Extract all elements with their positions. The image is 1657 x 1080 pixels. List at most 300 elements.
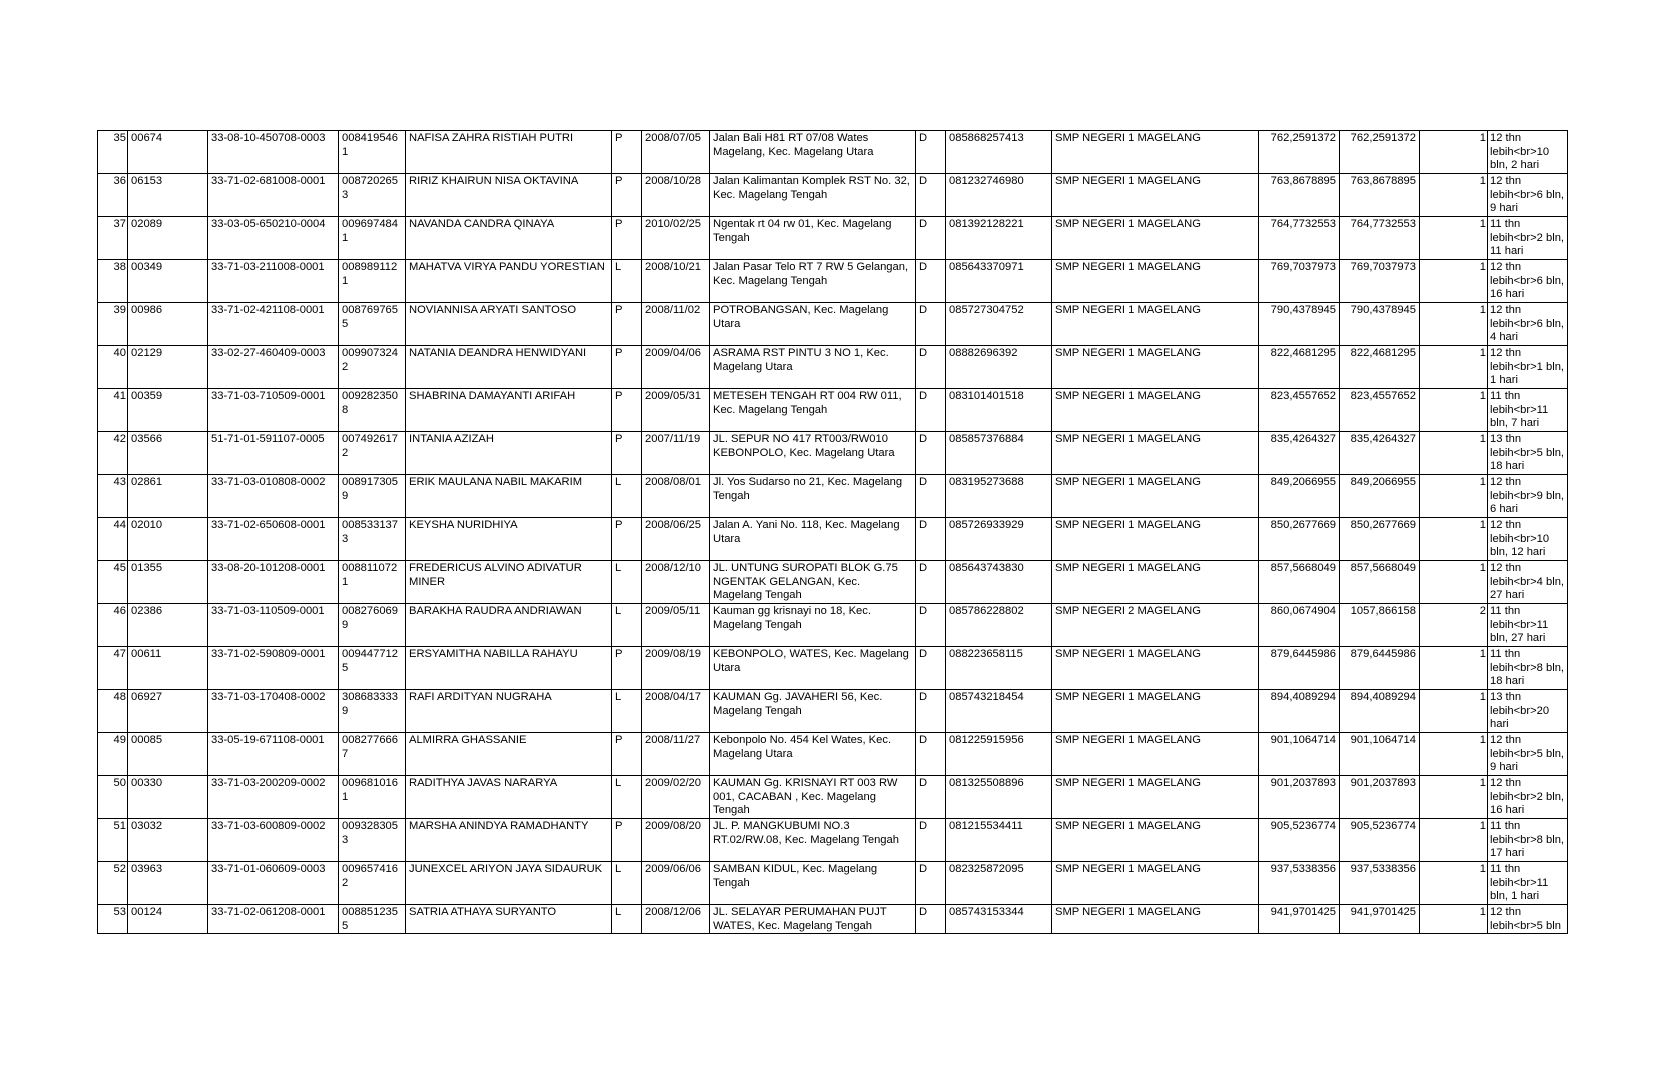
gender-cell: P: [612, 389, 642, 432]
birth-date-cell: 2008/12/10: [642, 561, 710, 604]
registration-number-cell: 00986: [128, 303, 208, 346]
nisn-number-cell: 0082776667: [339, 733, 406, 776]
school-choice-cell: SMP NEGERI 1 MAGELANG: [1052, 862, 1259, 905]
age-description-cell: 13 thn lebih<br>5 bln, 18 hari: [1488, 432, 1568, 475]
student-name-cell: NATANIA DEANDRA HENWIDYANI: [406, 346, 612, 389]
zone-code-cell: D: [916, 604, 946, 647]
table-body: [98, 131, 1568, 934]
distance-secondary-cell: 1057,866158: [1340, 604, 1420, 647]
phone-number-cell: 085786228802: [946, 604, 1052, 647]
age-description-cell: 12 thn lebih<br>5 bln: [1488, 905, 1568, 934]
address-cell: METESEH TENGAH RT 004 RW 011, Kec. Magelang Tengah: [710, 389, 916, 432]
row-number-cell: 39: [98, 303, 128, 346]
address-cell: Kebonpolo No. 454 Kel Wates, Kec. Magelang Utara: [710, 733, 916, 776]
registration-number-cell: 02129: [128, 346, 208, 389]
gender-cell: P: [612, 346, 642, 389]
row-number-cell: 46: [98, 604, 128, 647]
phone-number-cell: 085868257413: [946, 131, 1052, 174]
distance-secondary-cell: 823,4557652: [1340, 389, 1420, 432]
table-row: [98, 776, 1568, 819]
row-number-cell: 50: [98, 776, 128, 819]
registration-number-cell: 00674: [128, 131, 208, 174]
school-choice-cell: SMP NEGERI 1 MAGELANG: [1052, 819, 1259, 862]
student-name-cell: RADITHYA JAVAS NARARYA: [406, 776, 612, 819]
zone-code-cell: D: [916, 475, 946, 518]
distance-primary-cell: 860,0674904: [1259, 604, 1340, 647]
birth-date-cell: 2009/02/20: [642, 776, 710, 819]
birth-date-cell: 2008/10/28: [642, 174, 710, 217]
distance-secondary-cell: 905,5236774: [1340, 819, 1420, 862]
phone-number-cell: 088223658115: [946, 647, 1052, 690]
choice-rank-cell: 1: [1420, 733, 1488, 776]
distance-primary-cell: 901,1064714: [1259, 733, 1340, 776]
nik-number-cell: 33-71-03-170408-0002: [208, 690, 339, 733]
row-number-cell: 53: [98, 905, 128, 934]
choice-rank-cell: 1: [1420, 862, 1488, 905]
nik-number-cell: 33-03-05-650210-0004: [208, 217, 339, 260]
age-description-cell: 11 thn lebih<br>2 bln, 11 hari: [1488, 217, 1568, 260]
birth-date-cell: 2009/08/20: [642, 819, 710, 862]
registration-number-cell: 00085: [128, 733, 208, 776]
phone-number-cell: 081325508896: [946, 776, 1052, 819]
school-choice-cell: SMP NEGERI 2 MAGELANG: [1052, 604, 1259, 647]
zone-code-cell: D: [916, 733, 946, 776]
table-row: [98, 389, 1568, 432]
distance-secondary-cell: 879,6445986: [1340, 647, 1420, 690]
nisn-number-cell: 0099073242: [339, 346, 406, 389]
nik-number-cell: 33-71-03-010808-0002: [208, 475, 339, 518]
choice-rank-cell: 1: [1420, 217, 1488, 260]
school-choice-cell: SMP NEGERI 1 MAGELANG: [1052, 776, 1259, 819]
zone-code-cell: D: [916, 303, 946, 346]
gender-cell: L: [612, 475, 642, 518]
address-cell: JL. UNTUNG SUROPATI BLOK G.75 NGENTAK GELANGAN, Kec. Magelang Tengah: [710, 561, 916, 604]
school-choice-cell: SMP NEGERI 1 MAGELANG: [1052, 389, 1259, 432]
nisn-number-cell: 0096974841: [339, 217, 406, 260]
age-description-cell: 12 thn lebih<br>9 bln, 6 hari: [1488, 475, 1568, 518]
zone-code-cell: D: [916, 260, 946, 303]
distance-primary-cell: 937,5338356: [1259, 862, 1340, 905]
phone-number-cell: 081215534411: [946, 819, 1052, 862]
distance-primary-cell: 823,4557652: [1259, 389, 1340, 432]
distance-secondary-cell: 901,2037893: [1340, 776, 1420, 819]
age-description-cell: 12 thn lebih<br>5 bln, 9 hari: [1488, 733, 1568, 776]
address-cell: JL. SELAYAR PERUMAHAN PUJT WATES, Kec. Magelang Tengah: [710, 905, 916, 934]
nik-number-cell: 33-71-01-060609-0003: [208, 862, 339, 905]
address-cell: Kauman gg krisnayi no 18, Kec. Magelang Tengah: [710, 604, 916, 647]
age-description-cell: 12 thn lebih<br>6 bln, 16 hari: [1488, 260, 1568, 303]
row-number-cell: 48: [98, 690, 128, 733]
school-choice-cell: SMP NEGERI 1 MAGELANG: [1052, 217, 1259, 260]
student-name-cell: SATRIA ATHAYA SURYANTO: [406, 905, 612, 934]
gender-cell: L: [612, 862, 642, 905]
birth-date-cell: 2008/12/06: [642, 905, 710, 934]
nisn-number-cell: 0096574162: [339, 862, 406, 905]
table-row: [98, 303, 1568, 346]
age-description-cell: 12 thn lebih<br>1 bln, 1 hari: [1488, 346, 1568, 389]
choice-rank-cell: 1: [1420, 131, 1488, 174]
table-row: [98, 905, 1568, 934]
table-row: [98, 604, 1568, 647]
choice-rank-cell: 1: [1420, 303, 1488, 346]
registration-number-cell: 01355: [128, 561, 208, 604]
zone-code-cell: D: [916, 217, 946, 260]
choice-rank-cell: 1: [1420, 260, 1488, 303]
nisn-number-cell: 0074926172: [339, 432, 406, 475]
student-name-cell: MARSHA ANINDYA RAMADHANTY: [406, 819, 612, 862]
nisn-number-cell: 0089173059: [339, 475, 406, 518]
school-choice-cell: SMP NEGERI 1 MAGELANG: [1052, 647, 1259, 690]
zone-code-cell: D: [916, 389, 946, 432]
nisn-number-cell: 3086833339: [339, 690, 406, 733]
distance-secondary-cell: 850,2677669: [1340, 518, 1420, 561]
address-cell: SAMBAN KIDUL, Kec. Magelang Tengah: [710, 862, 916, 905]
age-description-cell: 11 thn lebih<br>11 bln, 27 hari: [1488, 604, 1568, 647]
zone-code-cell: D: [916, 561, 946, 604]
phone-number-cell: 081232746980: [946, 174, 1052, 217]
registration-number-cell: 00349: [128, 260, 208, 303]
school-choice-cell: SMP NEGERI 1 MAGELANG: [1052, 346, 1259, 389]
birth-date-cell: 2008/11/27: [642, 733, 710, 776]
nik-number-cell: 33-08-10-450708-0003: [208, 131, 339, 174]
address-cell: Jalan A. Yani No. 118, Kec. Magelang Utara: [710, 518, 916, 561]
registration-number-cell: 02089: [128, 217, 208, 260]
phone-number-cell: 081392128221: [946, 217, 1052, 260]
row-number-cell: 45: [98, 561, 128, 604]
nik-number-cell: 33-71-02-650608-0001: [208, 518, 339, 561]
address-cell: Jalan Pasar Telo RT 7 RW 5 Gelangan, Kec. Magelang Tengah: [710, 260, 916, 303]
address-cell: JL. SEPUR NO 417 RT003/RW010 KEBONPOLO, Kec. Magelang Utara: [710, 432, 916, 475]
birth-date-cell: 2009/08/19: [642, 647, 710, 690]
phone-number-cell: 08882696392: [946, 346, 1052, 389]
birth-date-cell: 2007/11/19: [642, 432, 710, 475]
zone-code-cell: D: [916, 776, 946, 819]
nik-number-cell: 33-71-02-590809-0001: [208, 647, 339, 690]
age-description-cell: 12 thn lebih<br>4 bln, 27 hari: [1488, 561, 1568, 604]
document-page: [97, 130, 1568, 934]
distance-primary-cell: 879,6445986: [1259, 647, 1340, 690]
phone-number-cell: 085643370971: [946, 260, 1052, 303]
zone-code-cell: D: [916, 647, 946, 690]
distance-primary-cell: 905,5236774: [1259, 819, 1340, 862]
address-cell: Jalan Kalimantan Komplek RST No. 32, Kec. Magelang Tengah: [710, 174, 916, 217]
distance-secondary-cell: 849,2066955: [1340, 475, 1420, 518]
distance-primary-cell: 850,2677669: [1259, 518, 1340, 561]
address-cell: Jl. Yos Sudarso no 21, Kec. Magelang Tengah: [710, 475, 916, 518]
distance-primary-cell: 769,7037973: [1259, 260, 1340, 303]
gender-cell: P: [612, 131, 642, 174]
gender-cell: L: [612, 561, 642, 604]
school-choice-cell: SMP NEGERI 1 MAGELANG: [1052, 131, 1259, 174]
age-description-cell: 12 thn lebih<br>6 bln, 9 hari: [1488, 174, 1568, 217]
address-cell: POTROBANGSAN, Kec. Magelang Utara: [710, 303, 916, 346]
address-cell: KEBONPOLO, WATES, Kec. Magelang Utara: [710, 647, 916, 690]
gender-cell: L: [612, 260, 642, 303]
registration-number-cell: 06153: [128, 174, 208, 217]
age-description-cell: 11 thn lebih<br>11 bln, 7 hari: [1488, 389, 1568, 432]
gender-cell: P: [612, 217, 642, 260]
birth-date-cell: 2009/06/06: [642, 862, 710, 905]
school-choice-cell: SMP NEGERI 1 MAGELANG: [1052, 690, 1259, 733]
nik-number-cell: 33-71-02-421108-0001: [208, 303, 339, 346]
birth-date-cell: 2008/08/01: [642, 475, 710, 518]
distance-secondary-cell: 762,2591372: [1340, 131, 1420, 174]
birth-date-cell: 2009/04/06: [642, 346, 710, 389]
phone-number-cell: 083195273688: [946, 475, 1052, 518]
birth-date-cell: 2008/04/17: [642, 690, 710, 733]
gender-cell: P: [612, 174, 642, 217]
distance-secondary-cell: 857,5668049: [1340, 561, 1420, 604]
student-name-cell: SHABRINA DAMAYANTI ARIFAH: [406, 389, 612, 432]
school-choice-cell: SMP NEGERI 1 MAGELANG: [1052, 733, 1259, 776]
table-row: [98, 819, 1568, 862]
phone-number-cell: 085727304752: [946, 303, 1052, 346]
school-choice-cell: SMP NEGERI 1 MAGELANG: [1052, 475, 1259, 518]
student-name-cell: MAHATVA VIRYA PANDU YORESTIAN: [406, 260, 612, 303]
phone-number-cell: 081225915956: [946, 733, 1052, 776]
zone-code-cell: D: [916, 174, 946, 217]
distance-secondary-cell: 822,4681295: [1340, 346, 1420, 389]
row-number-cell: 37: [98, 217, 128, 260]
student-name-cell: JUNEXCEL ARIYON JAYA SIDAURUK: [406, 862, 612, 905]
distance-secondary-cell: 835,4264327: [1340, 432, 1420, 475]
distance-primary-cell: 857,5668049: [1259, 561, 1340, 604]
birth-date-cell: 2010/02/25: [642, 217, 710, 260]
gender-cell: P: [612, 647, 642, 690]
distance-primary-cell: 901,2037893: [1259, 776, 1340, 819]
registration-number-cell: 03032: [128, 819, 208, 862]
birth-date-cell: 2009/05/11: [642, 604, 710, 647]
nisn-number-cell: 0096810161: [339, 776, 406, 819]
row-number-cell: 44: [98, 518, 128, 561]
table-row: [98, 518, 1568, 561]
row-number-cell: 47: [98, 647, 128, 690]
distance-secondary-cell: 769,7037973: [1340, 260, 1420, 303]
nisn-number-cell: 0084195461: [339, 131, 406, 174]
choice-rank-cell: 1: [1420, 561, 1488, 604]
table-row: [98, 733, 1568, 776]
student-name-cell: KEYSHA NURIDHIYA: [406, 518, 612, 561]
zone-code-cell: D: [916, 690, 946, 733]
nisn-number-cell: 0089891121: [339, 260, 406, 303]
choice-rank-cell: 1: [1420, 776, 1488, 819]
birth-date-cell: 2008/07/05: [642, 131, 710, 174]
nik-number-cell: 33-71-03-710509-0001: [208, 389, 339, 432]
registration-number-cell: 03566: [128, 432, 208, 475]
nik-number-cell: 33-71-03-110509-0001: [208, 604, 339, 647]
table-row: [98, 260, 1568, 303]
school-choice-cell: SMP NEGERI 1 MAGELANG: [1052, 905, 1259, 934]
nik-number-cell: 33-71-02-061208-0001: [208, 905, 339, 934]
nik-number-cell: 33-05-19-671108-0001: [208, 733, 339, 776]
row-number-cell: 38: [98, 260, 128, 303]
address-cell: Ngentak rt 04 rw 01, Kec. Magelang Tengah: [710, 217, 916, 260]
nisn-number-cell: 0087202653: [339, 174, 406, 217]
distance-primary-cell: 822,4681295: [1259, 346, 1340, 389]
phone-number-cell: 085857376884: [946, 432, 1052, 475]
nik-number-cell: 33-08-20-101208-0001: [208, 561, 339, 604]
choice-rank-cell: 1: [1420, 518, 1488, 561]
distance-primary-cell: 763,8678895: [1259, 174, 1340, 217]
table-row: [98, 217, 1568, 260]
registration-number-cell: 06927: [128, 690, 208, 733]
distance-primary-cell: 849,2066955: [1259, 475, 1340, 518]
age-description-cell: 13 thn lebih<br>20 hari: [1488, 690, 1568, 733]
choice-rank-cell: 2: [1420, 604, 1488, 647]
choice-rank-cell: 1: [1420, 690, 1488, 733]
table-row: [98, 346, 1568, 389]
distance-primary-cell: 835,4264327: [1259, 432, 1340, 475]
zone-code-cell: D: [916, 905, 946, 934]
zone-code-cell: D: [916, 346, 946, 389]
row-number-cell: 36: [98, 174, 128, 217]
registration-table: [97, 130, 1568, 934]
zone-code-cell: D: [916, 131, 946, 174]
nisn-number-cell: 0088512355: [339, 905, 406, 934]
student-name-cell: ALMIRRA GHASSANIE: [406, 733, 612, 776]
school-choice-cell: SMP NEGERI 1 MAGELANG: [1052, 303, 1259, 346]
distance-primary-cell: 941,9701425: [1259, 905, 1340, 934]
nisn-number-cell: 0092823508: [339, 389, 406, 432]
address-cell: JL. P. MANGKUBUMI NO.3 RT.02/RW.08, Kec. Magelang Tengah: [710, 819, 916, 862]
table-row: [98, 432, 1568, 475]
nik-number-cell: 51-71-01-591107-0005: [208, 432, 339, 475]
zone-code-cell: D: [916, 819, 946, 862]
gender-cell: L: [612, 690, 642, 733]
row-number-cell: 43: [98, 475, 128, 518]
phone-number-cell: 085726933929: [946, 518, 1052, 561]
row-number-cell: 49: [98, 733, 128, 776]
choice-rank-cell: 1: [1420, 346, 1488, 389]
phone-number-cell: 083101401518: [946, 389, 1052, 432]
table-row: [98, 561, 1568, 604]
age-description-cell: 12 thn lebih<br>6 bln, 4 hari: [1488, 303, 1568, 346]
registration-number-cell: 02010: [128, 518, 208, 561]
phone-number-cell: 085643743830: [946, 561, 1052, 604]
nisn-number-cell: 0094477125: [339, 647, 406, 690]
birth-date-cell: 2009/05/31: [642, 389, 710, 432]
address-cell: KAUMAN Gg. JAVAHERI 56, Kec. Magelang Tengah: [710, 690, 916, 733]
zone-code-cell: D: [916, 862, 946, 905]
row-number-cell: 35: [98, 131, 128, 174]
student-name-cell: NAFISA ZAHRA RISTIAH PUTRI: [406, 131, 612, 174]
distance-secondary-cell: 937,5338356: [1340, 862, 1420, 905]
distance-secondary-cell: 763,8678895: [1340, 174, 1420, 217]
nisn-number-cell: 0085331373: [339, 518, 406, 561]
distance-secondary-cell: 764,7732553: [1340, 217, 1420, 260]
table-row: [98, 690, 1568, 733]
address-cell: KAUMAN Gg. KRISNAYI RT 003 RW 001, CACABAN , Kec. Magelang Tengah: [710, 776, 916, 819]
table-row: [98, 174, 1568, 217]
distance-secondary-cell: 790,4378945: [1340, 303, 1420, 346]
address-cell: ASRAMA RST PINTU 3 NO 1, Kec. Magelang Utara: [710, 346, 916, 389]
age-description-cell: 12 thn lebih<br>2 bln, 16 hari: [1488, 776, 1568, 819]
birth-date-cell: 2008/06/25: [642, 518, 710, 561]
distance-secondary-cell: 894,4089294: [1340, 690, 1420, 733]
distance-primary-cell: 764,7732553: [1259, 217, 1340, 260]
age-description-cell: 12 thn lebih<br>10 bln, 12 hari: [1488, 518, 1568, 561]
phone-number-cell: 082325872095: [946, 862, 1052, 905]
phone-number-cell: 085743153344: [946, 905, 1052, 934]
registration-number-cell: 03963: [128, 862, 208, 905]
distance-primary-cell: 762,2591372: [1259, 131, 1340, 174]
student-name-cell: BARAKHA RAUDRA ANDRIAWAN: [406, 604, 612, 647]
school-choice-cell: SMP NEGERI 1 MAGELANG: [1052, 518, 1259, 561]
nik-number-cell: 33-71-03-211008-0001: [208, 260, 339, 303]
gender-cell: P: [612, 819, 642, 862]
birth-date-cell: 2008/11/02: [642, 303, 710, 346]
nisn-number-cell: 0082760699: [339, 604, 406, 647]
table-row: [98, 647, 1568, 690]
choice-rank-cell: 1: [1420, 432, 1488, 475]
row-number-cell: 41: [98, 389, 128, 432]
student-name-cell: ERIK MAULANA NABIL MAKARIM: [406, 475, 612, 518]
nik-number-cell: 33-71-02-681008-0001: [208, 174, 339, 217]
address-cell: Jalan Bali H81 RT 07/08 Wates Magelang, Kec. Magelang Utara: [710, 131, 916, 174]
choice-rank-cell: 1: [1420, 819, 1488, 862]
gender-cell: L: [612, 905, 642, 934]
registration-number-cell: 00359: [128, 389, 208, 432]
age-description-cell: 11 thn lebih<br>11 bln, 1 hari: [1488, 862, 1568, 905]
school-choice-cell: SMP NEGERI 1 MAGELANG: [1052, 432, 1259, 475]
nisn-number-cell: 0088110721: [339, 561, 406, 604]
age-description-cell: 11 thn lebih<br>8 bln, 17 hari: [1488, 819, 1568, 862]
student-name-cell: INTANIA AZIZAH: [406, 432, 612, 475]
choice-rank-cell: 1: [1420, 647, 1488, 690]
choice-rank-cell: 1: [1420, 174, 1488, 217]
registration-number-cell: 02386: [128, 604, 208, 647]
registration-number-cell: 00611: [128, 647, 208, 690]
student-name-cell: RIRIZ KHAIRUN NISA OKTAVINA: [406, 174, 612, 217]
choice-rank-cell: 1: [1420, 905, 1488, 934]
student-name-cell: NOVIANNISA ARYATI SANTOSO: [406, 303, 612, 346]
row-number-cell: 42: [98, 432, 128, 475]
gender-cell: L: [612, 604, 642, 647]
gender-cell: P: [612, 518, 642, 561]
age-description-cell: 11 thn lebih<br>8 bln, 18 hari: [1488, 647, 1568, 690]
gender-cell: L: [612, 776, 642, 819]
school-choice-cell: SMP NEGERI 1 MAGELANG: [1052, 561, 1259, 604]
registration-number-cell: 02861: [128, 475, 208, 518]
student-name-cell: NAVANDA CANDRA QINAYA: [406, 217, 612, 260]
school-choice-cell: SMP NEGERI 1 MAGELANG: [1052, 260, 1259, 303]
nisn-number-cell: 0087697655: [339, 303, 406, 346]
row-number-cell: 40: [98, 346, 128, 389]
age-description-cell: 12 thn lebih<br>10 bln, 2 hari: [1488, 131, 1568, 174]
choice-rank-cell: 1: [1420, 389, 1488, 432]
distance-secondary-cell: 941,9701425: [1340, 905, 1420, 934]
table-row: [98, 475, 1568, 518]
distance-primary-cell: 790,4378945: [1259, 303, 1340, 346]
phone-number-cell: 085743218454: [946, 690, 1052, 733]
nik-number-cell: 33-71-03-200209-0002: [208, 776, 339, 819]
nisn-number-cell: 0093283053: [339, 819, 406, 862]
table-row: [98, 862, 1568, 905]
birth-date-cell: 2008/10/21: [642, 260, 710, 303]
row-number-cell: 51: [98, 819, 128, 862]
student-name-cell: FREDERICUS ALVINO ADIVATUR MINER: [406, 561, 612, 604]
student-name-cell: RAFI ARDITYAN NUGRAHA: [406, 690, 612, 733]
gender-cell: P: [612, 432, 642, 475]
zone-code-cell: D: [916, 518, 946, 561]
distance-secondary-cell: 901,1064714: [1340, 733, 1420, 776]
choice-rank-cell: 1: [1420, 475, 1488, 518]
table-row: [98, 131, 1568, 174]
gender-cell: P: [612, 303, 642, 346]
distance-primary-cell: 894,4089294: [1259, 690, 1340, 733]
zone-code-cell: D: [916, 432, 946, 475]
gender-cell: P: [612, 733, 642, 776]
